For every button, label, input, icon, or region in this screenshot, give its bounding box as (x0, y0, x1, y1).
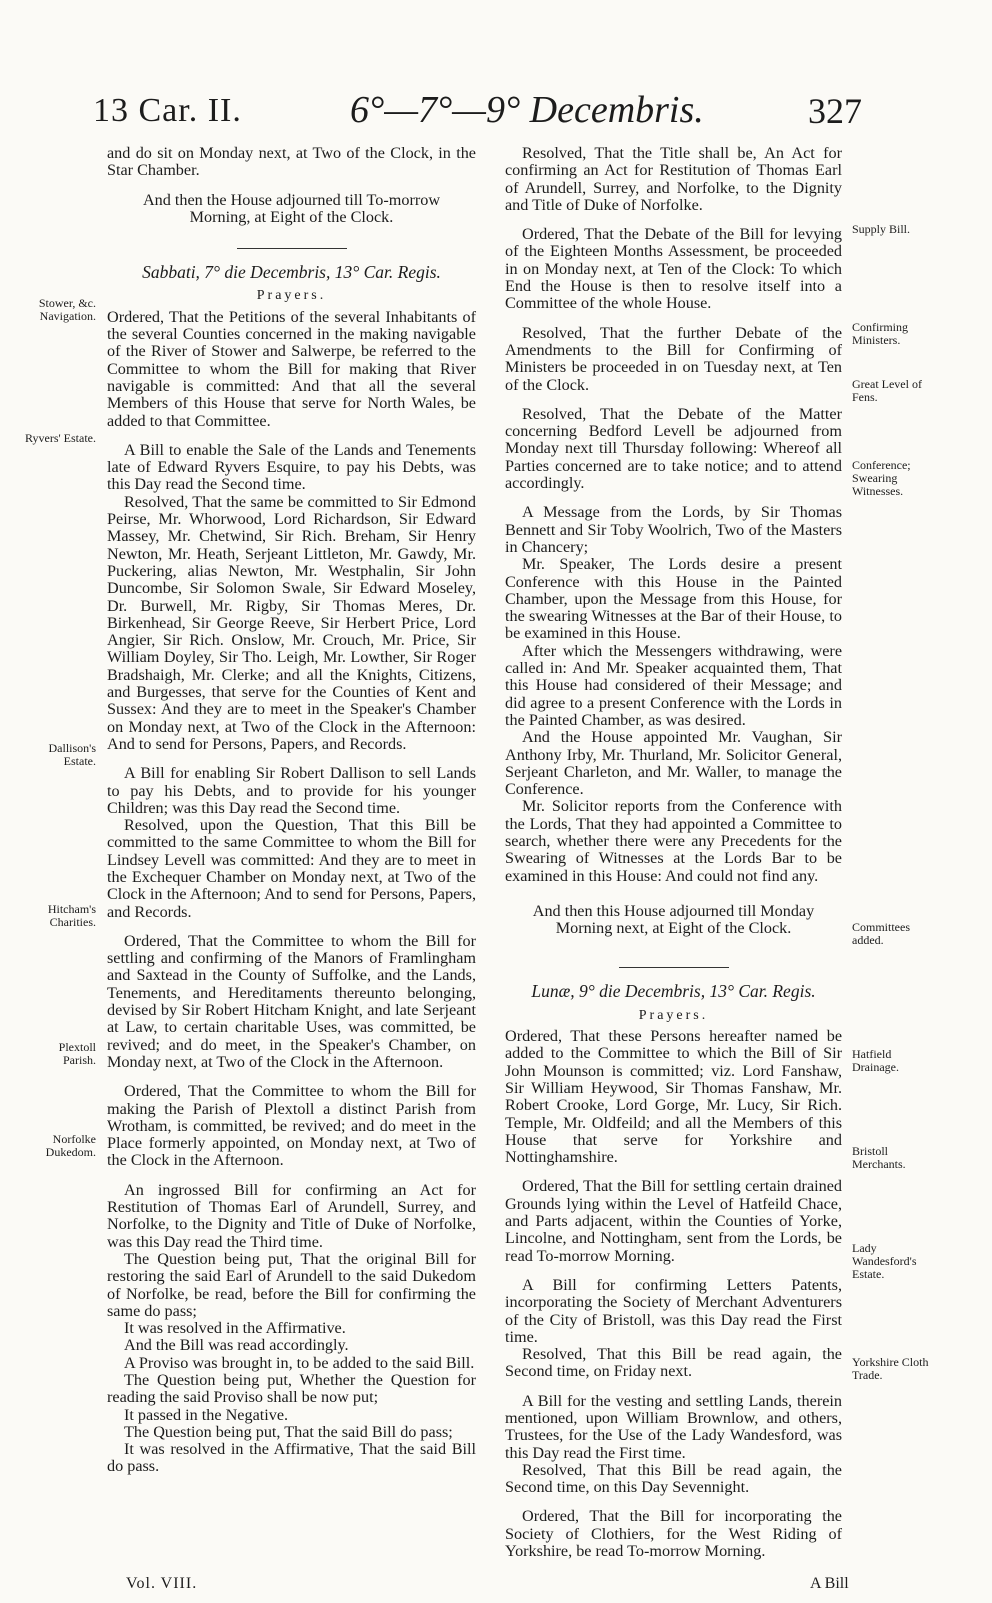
margin-note-hatfield: Hatfield Drainage. (852, 1047, 899, 1074)
entry-norfolke-bill: An ingrossed Bill for confirming an Act for Restitution of Thomas Earl of Arundell, Surrey, and Norfolke, to the Dignity and Title of Duke of Norfolke, was this Day read the Third time. (107, 1180, 476, 1251)
margin-note-committees: Committees added. (852, 920, 910, 947)
entry-hitcham: Ordered, That the Committee to whom the Bill for settling and confirming of the Manors of Framlingham and Saxtead in the County of Suffolke, and the Lands, Tenements, and Hereditaments thereunto belonging, devised by Sir Robert Hitcham Knight, and late Serjeant at Law, to certain charitable Uses, was committed, be revived; and do meet, in the Speaker's Chamber, on Monday next, at Two of the Clock in the Afternoon. (107, 931, 476, 1071)
entry-norfolke-question-3: The Question being put, That the said Bill do pass; (124, 1422, 453, 1441)
margin-note-norfolke: Norfolke Dukedom. (45, 1132, 96, 1159)
volume-signature: Vol. VIII. (126, 1575, 198, 1592)
entry-dallison-bill: A Bill for enabling Sir Robert Dallison to sell Lands to pay his Debts, and to provide for his younger Children; was this Day read the Second time. (107, 764, 476, 817)
entry-yorkshire: Ordered, That the Bill for incorporating the Society of Clothiers, for the West Riding of Yorkshire, be read To-morrow Morning. (505, 1507, 842, 1561)
margin-note-fens: Great Level of Fens. (852, 377, 922, 404)
margin-note-ministers: Confirming Ministers. (852, 320, 908, 347)
margin-note-plextoll: Plextoll Parish. (58, 1040, 96, 1067)
entry-messengers: After which the Messengers withdrawing, were called in: And Mr. Speaker acquainted them, That this House had considered of their Message; and did agree to a present Conference with the Lords in the Painted Chamber, as was desired. (505, 641, 842, 729)
entry-norfolke-question-2: The Question being put, Whether the Question for reading the said Proviso shall be now put; (107, 1371, 476, 1407)
entry-supply-bill: Ordered, That the Debate of the Bill for levying of the Eighteen Months Assessment, be proceeded in on Monday next, at Ten of the Clock: To which End the House is then to resolve itself into a Committee of the whole House. (505, 225, 842, 313)
left-column (107, 145, 476, 1476)
entry-norfolke-proviso: A Proviso was brought in, to be added to the said Bill. (124, 1353, 475, 1372)
day-heading-7dec: Sabbati, 7° die Decembris, 13° Car. Regis. (142, 262, 441, 283)
adjournment-6dec: And then the House adjourned till To-morrow Morning, at Eight of the Clock. (142, 190, 441, 226)
session-dates: 6°—7°—9° Decembris. (350, 89, 704, 131)
margin-note-ryvers: Ryvers' Estate. (25, 431, 96, 445)
entry-norfolke-result-3: It was resolved in the Affirmative, That the said Bill do pass. (107, 1440, 476, 1476)
entry-ministers: Resolved, That the further Debate of the Amendments to the Bill for Confirming of Ministers be proceeded in on Tuesday next, at Ten of the Clock. (505, 323, 842, 394)
entry-bristoll-bill: A Bill for confirming Letters Patents, incorporating the Society of Merchant Adventurers of the City of Bristoll, was this Day read the First time. (505, 1275, 842, 1346)
margin-note-wandesford: Lady Wandesford's Estate. (852, 1241, 917, 1281)
day-heading-9dec: Lunæ, 9° die Decembris, 13° Car. Regis. (531, 981, 816, 1002)
entry-ryvers-committee: Resolved, That the same be committed to Sir Edmond Peirse, Mr. Whorwood, Lord Richardson, Sir Edward Massey, Mr. Chetwind, Sir Rich. Breham, Sir Henry Newton, Mr. Heath, Serjeant Littleton, Mr. Gawdy, Mr. Puckering, alias Newton, Mr. Westphalin, Sir John Duncombe, Sir Solomon Swale, Sir Edward Moseley, Dr. Burwell, Mr. Rigby, Sir Thomas Meres, Dr. Birkenhead, Sir George Reeve, Sir Herbert Price, Lord Angier, Sir Rich. Onslow, Mr. Crouch, Mr. Price, Sir William Doyley, Sir Tho. Leigh, Mr. Lowther, Sir Roger Bradshaigh, Mr. Clerke; and all the Knights, Citizens, and Burgesses, that serve for the Counties of Kent and Sussex: And they are to meet in the Speaker's Chamber on Monday next, at Two of the Clock in the Afternoon: And to send for Persons, Papers, and Records. (107, 492, 476, 753)
margin-note-supply: Supply Bill. (852, 222, 911, 236)
page-number: 327 (808, 91, 862, 131)
right-column (505, 145, 842, 1572)
section-rule (237, 248, 347, 249)
page-header (0, 0, 992, 130)
entry-lords-desire: Mr. Speaker, The Lords desire a present Conference with this House in the Painted Chamber, upon the Message from this House, for the swearing Witnesses at the Bar of their House, to be examined in this House. (505, 555, 842, 643)
adjournment-7dec: And then this House adjourned till Monday Morning next, at Eight of the Clock. (532, 901, 815, 938)
margin-note-dallison: Dallison's Estate. (48, 741, 96, 768)
prayers-label: Prayers. (638, 1007, 709, 1023)
entry-wandesford-resolved: Resolved, That this Bill be read again, the Second time, on this Day Sevennight. (505, 1460, 842, 1497)
margin-note-bristoll: Bristoll Merchants. (852, 1144, 906, 1171)
regnal-year: 13 Car. II. (93, 92, 242, 129)
continued-paragraph: and do sit on Monday next, at Two of the Clock, in the Star Chamber. (107, 144, 476, 180)
entry-solicitor-report: Mr. Solicitor reports from the Conference with the Lords, That they had appointed a Committee to search, whether there were any Precedents for the Swearing of Witnesses at the Lords Bar to be examined in this House: And could not find any. (505, 797, 842, 885)
entry-bristoll-resolved: Resolved, That this Bill be read again, the Second time, on Friday next. (505, 1345, 842, 1381)
entry-ryvers-bill: A Bill to enable the Sale of the Lands and Tenements late of Edward Ryvers Esquire, to pay his Debts, was this Day read the Second time. (107, 440, 476, 494)
entry-committees-added: Ordered, That these Persons hereafter named be added to the Committee to which the Bill of Sir John Mounson is committed; viz. Lord Fanshaw, Sir William Heywood, Sir Thomas Fanshaw, Mr. Robert Crooke, Lord Gorge, Mr. Lucy, Sir Rich. Temple, Mr. Oldfeild; and all the Members of this House that serve for Yorkshire and Nottinghamshire. (505, 1027, 842, 1167)
margin-note-conference: Conference; Swearing Witnesses. (852, 458, 911, 498)
entry-norfolke-read: And the Bill was read accordingly. (124, 1336, 349, 1355)
entry-dallison-resolved: Resolved, upon the Question, That this Bill be committed to the same Committee to whom the Bill for Lindsey Levell was committed: And they are to meet in the Exchequer Chamber on Monday next, at Two of the Clock in the Afternoon; And to send for Persons, Papers, and Records. (107, 816, 476, 921)
entry-norfolke-result-1: It was resolved in the Affirmative. (124, 1319, 346, 1338)
entry-plextoll: Ordered, That the Committee to whom the Bill for making the Parish of Plextoll a distinct Parish from Wrotham, is committed, be revived; and do meet in the Place formerly appointed, on Monday next, at Two of the Clock in the Afternoon. (107, 1082, 476, 1170)
entry-wandesford-bill: A Bill for the vesting and settling Lands, therein mentioned, upon William Brownlow, and others, Trustees, for the Use of the Lady Wandesford, was this Day read the First time. (505, 1391, 842, 1462)
entry-norfolke-title: Resolved, That the Title shall be, An Act for confirming an Act for Restitution of Thomas Earl of Arundell, Surrey, and Norfolke, to the Dignity and Title of Duke of Norfolke. (505, 144, 842, 214)
margin-note-stower: Stower, &c. Navigation. (38, 296, 96, 323)
entry-norfolke-question-1: The Question being put, That the original Bill for restoring the said Earl of Arundell to the said Dukedom of Norfolke, be read, before the Bill for confirming the same do pass; (107, 1249, 476, 1320)
entry-hatfield: Ordered, That the Bill for settling certain drained Grounds lying within the Level of Hatfeild Chace, and Parts adjacent, within the Counties of Yorke, Lincolne, and Nottingham, sent from the Lords, be read To-morrow Morning. (505, 1177, 842, 1265)
entry-norfolke-result-2: It passed in the Negative. (124, 1405, 289, 1424)
entry-managers: And the House appointed Mr. Vaughan, Sir Anthony Irby, Mr. Thurland, Mr. Solicitor General, Serjeant Charleton, and Mr. Waller, to manage the Conference. (505, 728, 842, 799)
margin-note-hitcham: Hitcham's Charities. (47, 902, 96, 929)
entry-bedford-levell: Resolved, That the Debate of the Matter concerning Bedford Levell be adjourned from Monday next till Thursday following: Whereof all Parties concerned are to take notice; and to attend accordingly. (505, 404, 842, 493)
prayers-label: Prayers. (256, 288, 327, 304)
catchword: A Bill (810, 1575, 849, 1592)
section-rule (619, 967, 729, 968)
entry-stower: Ordered, That the Petitions of the several Inhabitants of the several Counties concerned in the making navigable of the River of Stower and Salwerpe, be referred to the Committee to whom the Bill for making that River navigable is committed: And that all the several Members of this House that serve for North Wales, be added to that Committee. (107, 307, 476, 430)
entry-lords-message: A Message from the Lords, by Sir Thomas Bennett and Sir Toby Woolrich, Two of the Masters in Chancery; (505, 503, 842, 556)
margin-note-yorkshire: Yorkshire Cloth Trade. (852, 1355, 929, 1382)
